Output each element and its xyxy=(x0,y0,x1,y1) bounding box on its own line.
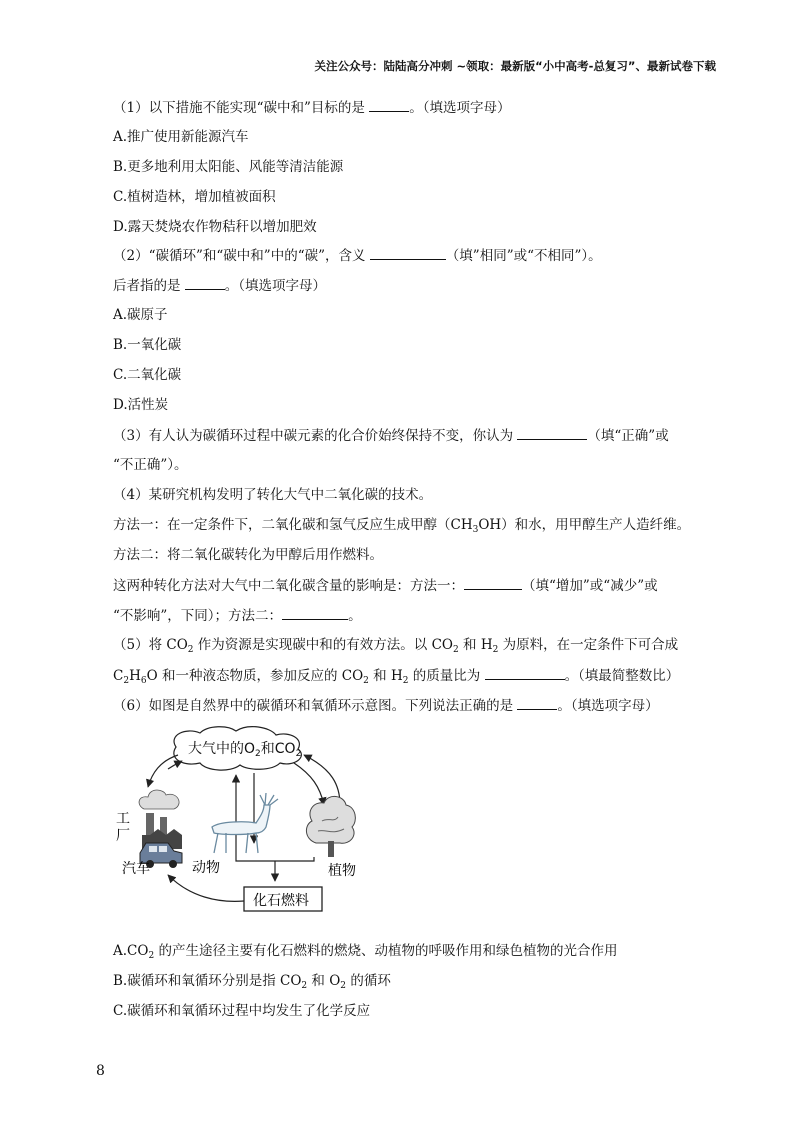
q1-option-c: C.植树造林，增加植被面积 xyxy=(113,189,276,205)
page-header: 关注公众号：陆陆高分冲刺 ~领取：最新版“小中高考-总复习”、最新试卷下载 xyxy=(314,59,716,73)
q2-option-d: D.活性炭 xyxy=(113,397,169,413)
arrow-factory-to-cloud xyxy=(168,761,182,769)
q5-stem-2: $C_2H_6O$ 和一种液态物质，参加反应的 $CO_2$ 和 $H_2$ 的质量比为 。（填最简整数比） xyxy=(113,668,680,686)
answer-blank[interactable] xyxy=(485,666,565,680)
answer-blank[interactable] xyxy=(464,576,522,590)
q3-stem-2: “不正确”）。 xyxy=(113,457,188,473)
answer-blank[interactable] xyxy=(370,246,446,260)
q6-option-a: $A.CO_2$ 的产生途径主要有化石燃料的燃烧、动植物的呼吸作用和绿色植物的光合作用 xyxy=(113,943,618,961)
deer-icon xyxy=(212,793,278,853)
tree-icon xyxy=(306,796,355,857)
answer-blank[interactable] xyxy=(185,276,225,290)
answer-blank[interactable] xyxy=(369,98,409,112)
q6-stem: （6）如图是自然界中的碳循环和氧循环示意图。下列说法正确的是 。（填选项字母） xyxy=(113,698,659,714)
q1-stem: （1）以下措施不能实现“碳中和”目标的是 。（填选项字母） xyxy=(113,100,511,116)
animal-label: 动物 xyxy=(192,860,220,876)
carbon-oxygen-cycle-diagram xyxy=(108,725,370,915)
plant-label: 植物 xyxy=(328,863,356,879)
q4-effect: 这两种转化方法对大气中二氧化碳含量的影响是：方法一： （填“增加”或“减少”或 xyxy=(113,578,658,594)
q2-stem: （2）“碳循环”和“碳中和”中的“碳”，含义 （填”相同”或“不相同”）。 xyxy=(113,248,602,264)
q2-option-c: C.二氧化碳 xyxy=(113,367,182,383)
q6-option-c: C.碳循环和氧循环过程中均发生了化学反应 xyxy=(113,1003,371,1019)
q1-option-b: B.更多地利用太阳能、风能等清洁能源 xyxy=(113,159,344,175)
factory-label-2: 厂 xyxy=(116,828,130,844)
q4-effect-2: “不影响”，下同）；方法二： 。 xyxy=(113,608,362,624)
q1-option-a: A.推广使用新能源汽车 xyxy=(113,129,249,145)
q4-method-1: 方法一：在一定条件下，二氧化碳和氢气反应生成甲醇$(CH_3OH)$和水，用甲醇生产人造纤维。 xyxy=(113,517,691,535)
q2-option-a: A.碳原子 xyxy=(113,307,168,323)
fossil-fuel-label: 化石燃料 xyxy=(253,893,309,909)
car-label: 汽车 xyxy=(122,861,150,877)
q6-option-b: B.碳循环和氧循环分别是指 $CO_2$ 和 $O_2$ 的循环 xyxy=(113,973,391,991)
cloud-label: 大气中的$O_2$和$CO_2$ xyxy=(188,741,302,759)
q3-stem: （3）有人认为碳循环过程中碳元素的化合价始终保持不变，你认为 （填“正确”或 xyxy=(113,428,669,444)
connector-bottom xyxy=(236,857,314,861)
q4-stem: （4）某研究机构发明了转化大气中二氧化碳的技术。 xyxy=(113,487,433,503)
arrow-fuel-to-car xyxy=(168,875,244,901)
q2-option-b: B.一氧化碳 xyxy=(113,337,182,353)
page-number: 8 xyxy=(96,1063,105,1079)
answer-blank[interactable] xyxy=(517,426,587,440)
factory-icon xyxy=(139,790,182,849)
q2-stem-2: 后者指的是 。（填选项字母） xyxy=(113,278,327,294)
q1-option-d: D.露天焚烧农作物秸秆以增加肥效 xyxy=(113,219,317,235)
q4-method-2: 方法二：将二氧化碳转化为甲醇后用作燃料。 xyxy=(113,547,383,563)
answer-blank[interactable] xyxy=(282,606,348,620)
arrow-cloud-to-factory xyxy=(148,755,178,787)
arrow-cloud-to-plant xyxy=(294,763,324,805)
q5-stem: （5）将 $CO_2$ 作为资源是实现碳中和的有效方法。以 $CO_2$ 和 $H_2$ 为原料，在一定条件下可合成 xyxy=(113,637,679,655)
factory-label-1: 工 xyxy=(116,811,130,827)
answer-blank[interactable] xyxy=(517,696,557,710)
